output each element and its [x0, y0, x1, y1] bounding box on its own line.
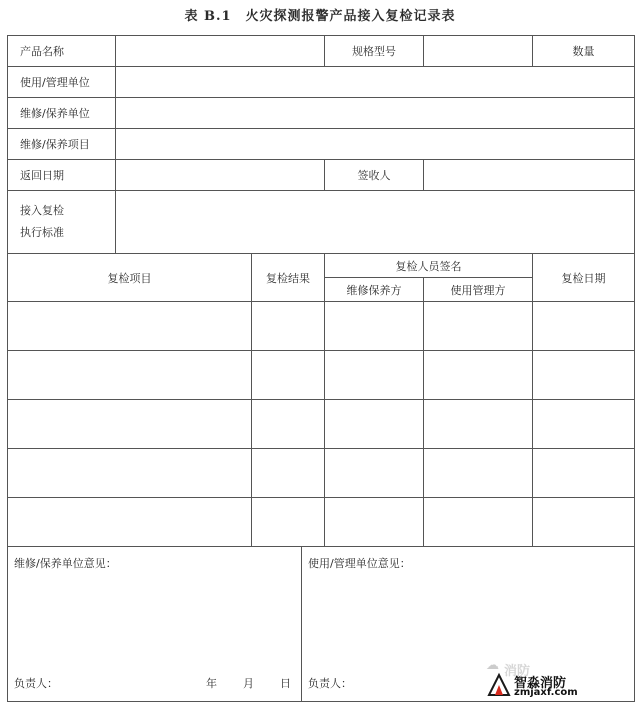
wechat-icon: ☁ [486, 658, 499, 673]
receiver-label: 签收人 [325, 160, 424, 191]
col-maint-party-header: 维修保养方 [325, 278, 424, 302]
maint-opinion-label: 维修/保养单位意见： [14, 557, 117, 570]
return-date-value[interactable] [116, 160, 325, 191]
col-date-header: 复检日期 [533, 254, 635, 302]
maint-unit-value[interactable] [116, 98, 635, 129]
result-cell[interactable] [252, 498, 325, 547]
receiver-value[interactable] [424, 160, 635, 191]
product-name-value[interactable] [116, 36, 325, 67]
standard-value[interactable] [116, 191, 635, 254]
inspection-record-table [7, 35, 635, 702]
maint-sign-cell[interactable] [325, 498, 424, 547]
watermark [486, 660, 636, 700]
maint-month-label: 月 [243, 677, 254, 690]
maint-day-label: 日 [280, 677, 291, 690]
maint-sign-cell[interactable] [325, 302, 424, 351]
table-row [8, 498, 635, 547]
date-cell[interactable] [533, 498, 635, 547]
table-row [8, 400, 635, 449]
user-sign-cell[interactable] [424, 351, 533, 400]
item-cell[interactable] [8, 302, 252, 351]
date-cell[interactable] [533, 302, 635, 351]
maint-item-label: 维修/保养项目 [8, 129, 116, 160]
maint-sign-cell[interactable] [325, 351, 424, 400]
item-cell[interactable] [8, 449, 252, 498]
user-unit-value[interactable] [116, 67, 635, 98]
table-row [8, 351, 635, 400]
maint-signature-line [14, 675, 291, 691]
user-sign-cell[interactable] [424, 302, 533, 351]
standard-label-line2: 执行标准 [20, 226, 64, 239]
model-label: 规格型号 [325, 36, 424, 67]
user-opinion-label: 使用/管理单位意见： [308, 557, 411, 570]
product-name-label: 产品名称 [8, 36, 116, 67]
date-cell[interactable] [533, 351, 635, 400]
col-user-party-header: 使用管理方 [424, 278, 533, 302]
col-signers-header: 复检人员签名 [325, 254, 533, 278]
user-sign-cell[interactable] [424, 449, 533, 498]
col-result-header: 复检结果 [252, 254, 325, 302]
item-cell[interactable] [8, 351, 252, 400]
quantity-label: 数量 [533, 36, 635, 67]
item-cell[interactable] [8, 400, 252, 449]
user-sign-cell[interactable] [424, 400, 533, 449]
result-cell[interactable] [252, 400, 325, 449]
result-cell[interactable] [252, 351, 325, 400]
result-cell[interactable] [252, 302, 325, 351]
return-date-label: 返回日期 [8, 160, 116, 191]
model-value[interactable] [424, 36, 533, 67]
brand-url: zmjaxf.com [514, 687, 578, 698]
standard-label [8, 191, 116, 254]
result-cell[interactable] [252, 449, 325, 498]
user-unit-label: 使用/管理单位 [8, 67, 116, 98]
standard-label-line1: 接入复检 [20, 204, 64, 217]
maint-sign-cell[interactable] [325, 449, 424, 498]
brand-logo-icon [486, 672, 512, 698]
maint-unit-label: 维修/保养单位 [8, 98, 116, 129]
maint-opinion-box[interactable] [8, 547, 302, 702]
watermark-faded-text: 消防 [504, 664, 531, 679]
maint-year-label: 年 [206, 677, 217, 690]
maint-responsible-label: 负责人： [14, 677, 58, 690]
table-row [8, 302, 635, 351]
maint-sign-cell[interactable] [325, 400, 424, 449]
col-item-header: 复检项目 [8, 254, 252, 302]
brand-name: 智淼消防 [514, 676, 567, 691]
date-cell[interactable] [533, 400, 635, 449]
user-sign-cell[interactable] [424, 498, 533, 547]
item-cell[interactable] [8, 498, 252, 547]
user-responsible-label: 负责人： [308, 677, 352, 690]
page-title: 表 B.1 火灾探测报警产品接入复检记录表 [184, 9, 456, 24]
date-cell[interactable] [533, 449, 635, 498]
table-row [8, 449, 635, 498]
maint-item-value[interactable] [116, 129, 635, 160]
